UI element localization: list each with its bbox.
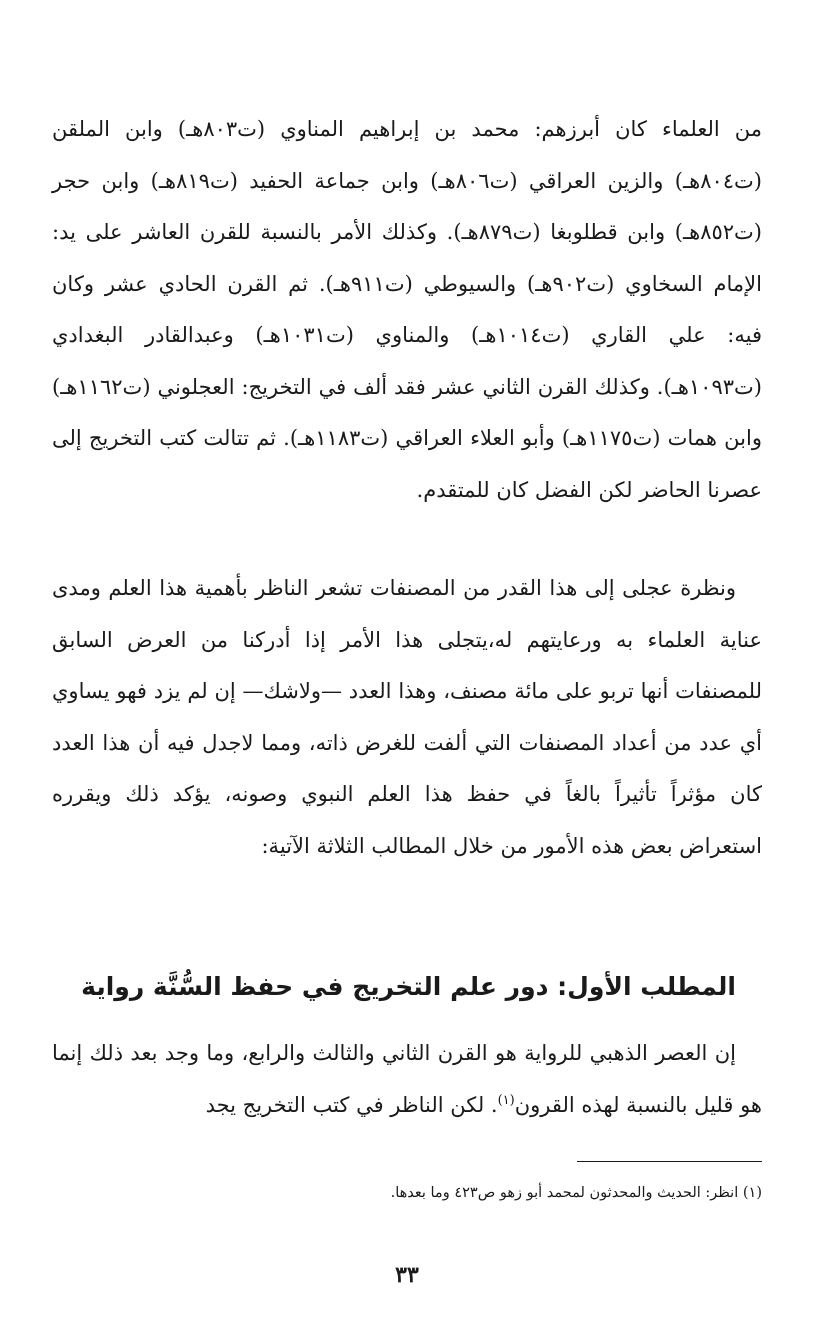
paragraph-text-end: . لكن الناظر في كتب التخريج يجد [205, 1092, 498, 1117]
footnote-1: (١) انظر: الحديث والمحدثون لمحمد أبو زهو ص٤٢٣ وما بعدها. [390, 1185, 762, 1201]
book-page [52, 0, 762, 1328]
body-paragraph-golden-age [52, 1028, 762, 1131]
paragraph-text-start: إن العصر الذهبي للرواية هو القرن الثاني والثالث والرابع، وما وجد بعد ذلك إنما هو قليل بالنسبة لهذه القرون [52, 1041, 762, 1117]
body-paragraph-scholars-list: من العلماء كان أبرزهم: محمد بن إبراهيم المناوي (ت٨٠٣هـ) وابن الملقن (ت٨٠٤هـ) والزين العراقي (ت٨٠٦هـ) وابن جماعة الحفيد (ت٨١٩هـ) وابن حجر (ت٨٥٢هـ) وابن قطلوبغا (ت٨٧٩هـ). وكذلك الأمر بالنسبة للقرن العاشر على يد: الإمام السخاوي (ت٩٠٢هـ) والسيوطي (ت٩١١هـ). ثم القرن الحادي عشر وكان فيه: علي القاري (ت١٠١٤هـ) والمناوي (ت١٠٣١هـ) وعبدالقادر البغدادي (ت١٠٩٣هـ). وكذلك القرن الثاني عشر فقد ألف في التخريج: العجلوني (ت١١٦٢هـ) وابن همات (ت١١٧٥هـ) وأبو العلاء العراقي (ت١١٨٣هـ). ثم تتالت كتب التخريج إلى عصرنا الحاضر لكن الفضل كان للمتقدم. [52, 117, 762, 502]
body-paragraph-importance: ونظرة عجلى إلى هذا القدر من المصنفات تشعر الناظر بأهمية هذا العلم ومدى عناية العلماء به ورعايتهم له،يتجلى هذا الأمر إذا أدركنا من العرض السابق للمصنفات أنها تربو على مائة مصنف، وهذا العدد —ولاشك— إن لم يزد فهو يساوي أي عدد من أعداد المصنفات التي ألفت للغرض ذاته، ومما لاجدل فيه أن هذا العدد كان مؤثراً تأثيراً بالغاً في حفظ هذا العلم النبوي وصونه، يؤكد ذلك ويقرره استعراض بعض هذه الأمور من خلال المطالب الثلاثة الآتية: [52, 576, 763, 858]
footnote-reference-marker: (١) [497, 1092, 515, 1108]
footnote-separator-line [577, 1161, 762, 1162]
section-heading: المطلب الأول: دور علم التخريج في حفظ السُّنَّة رواية [81, 972, 736, 1001]
page-number: ٣٣ [395, 1262, 419, 1288]
